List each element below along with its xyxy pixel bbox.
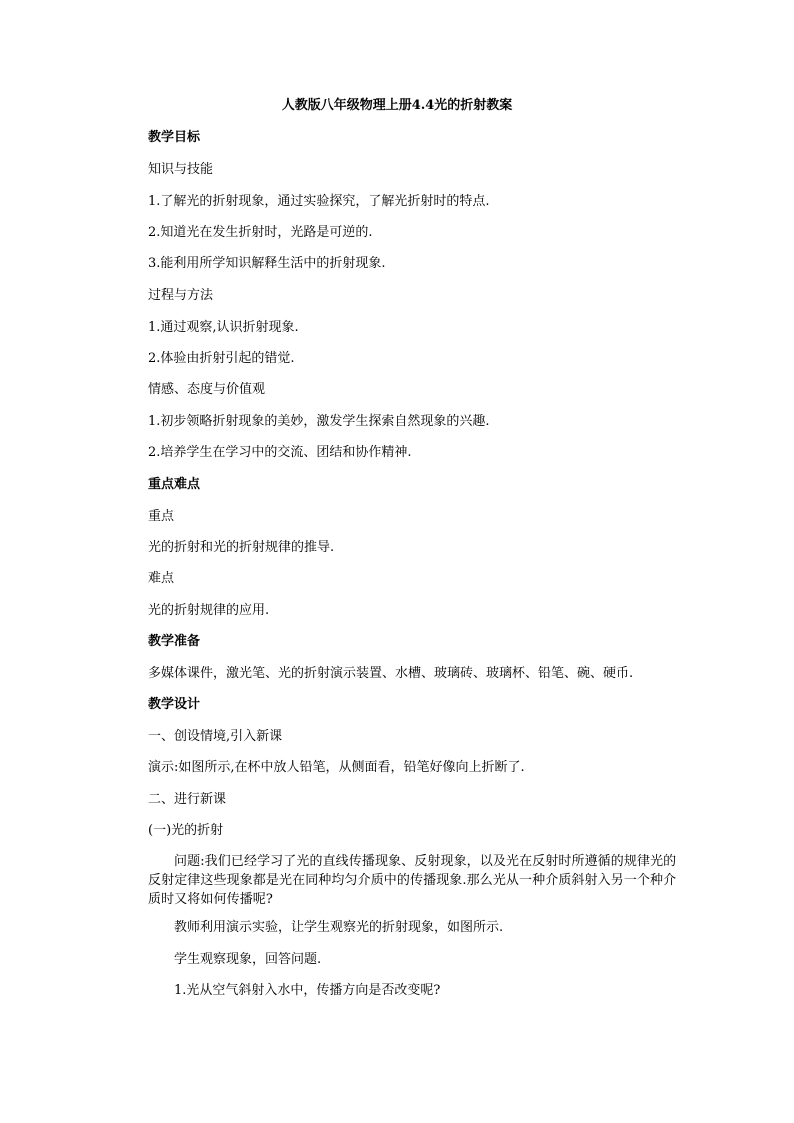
emotion-item-1: 1.初步领略折射现象的美妙，激发学生探索自然现象的兴趣.	[148, 414, 490, 429]
heading-teaching-design: 教学设计	[148, 697, 201, 712]
heading-teaching-preparation: 教学准备	[148, 634, 201, 649]
sub-section-refraction: (一)光的折射	[148, 823, 224, 838]
key-point-text: 光的折射和光的折射规律的推导.	[148, 540, 335, 555]
emotion-item-2: 2.培养学生在学习中的交流、团结和协作精神.	[148, 445, 412, 460]
difficulty-label: 难点	[148, 571, 175, 586]
step-1-demo: 演示:如图所示,在杯中放人铅笔，从侧面看，铅笔好像向上折断了.	[148, 760, 525, 775]
process-item-1: 1.通过观察,认识折射现象.	[148, 320, 299, 335]
knowledge-item-1: 1.了解光的折射现象，通过实验探究，了解光折射时的特点.	[148, 194, 490, 209]
heading-teaching-goals: 教学目标	[148, 130, 201, 145]
student-observe-text: 学生观察现象，回答问题.	[174, 952, 322, 967]
key-point-label: 重点	[148, 509, 175, 524]
step-1-heading: 一、创设情境,引入新课	[148, 729, 283, 744]
question-paragraph: 问题:我们已经学习了光的直线传播现象、反射现象，以及光在反射时所遵循的规律光的反射定律这些现象都是光在同种均匀介质中的传播现象.那么光从一种介质斜射入另一个种介质时又将如何传播呢?	[148, 854, 677, 907]
difficulty-text: 光的折射规律的应用.	[148, 603, 270, 618]
teacher-demo-text: 教师利用演示实验，让学生观察光的折射现象，如图所示.	[174, 920, 504, 935]
subheading-emotion-values: 情感、态度与价值观	[148, 382, 266, 397]
process-item-2: 2.体验由折射引起的错觉.	[148, 351, 295, 366]
subheading-knowledge-skills: 知识与技能	[148, 162, 214, 177]
knowledge-item-2: 2.知道光在发生折射时，光路是可逆的.	[148, 225, 373, 240]
subheading-process-methods: 过程与方法	[148, 288, 214, 303]
knowledge-item-3: 3.能利用所学知识解释生活中的折射现象.	[148, 256, 386, 271]
step-2-heading: 二、进行新课	[148, 792, 227, 807]
question-1-text: 1.光从空气斜射入水中，传播方向是否改变呢?	[174, 983, 441, 998]
preparation-text: 多媒体课件，激光笔、光的折射演示装置、水槽、玻璃砖、玻璃杯、铅笔、碗、硬币.	[148, 666, 634, 681]
heading-key-difficult-points: 重点难点	[148, 477, 201, 492]
document-title: 人教版八年级物理上册4.4光的折射教案	[281, 98, 513, 113]
